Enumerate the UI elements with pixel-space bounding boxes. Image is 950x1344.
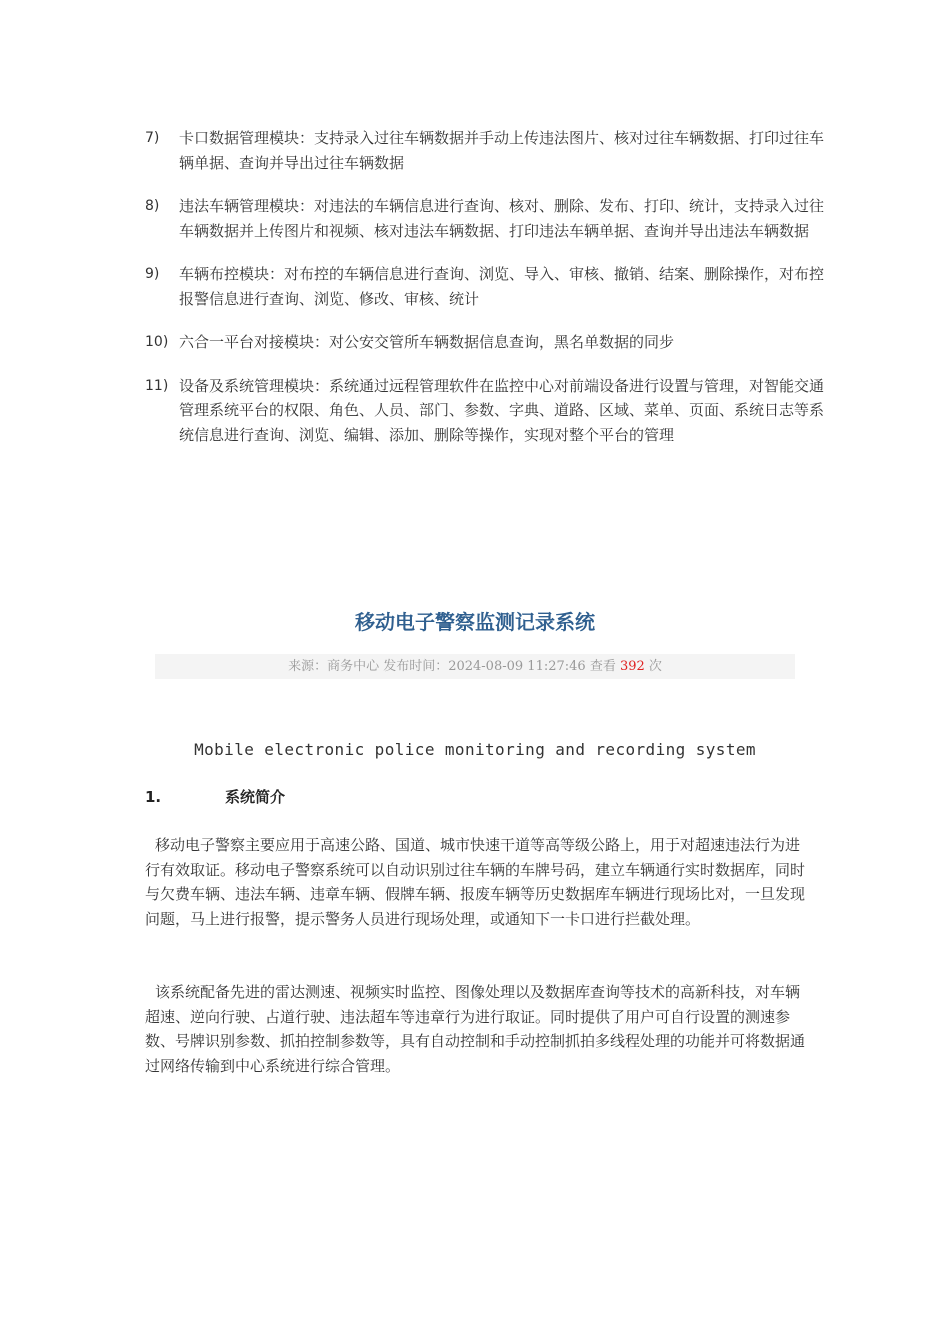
article-title: 移动电子警察监测记录系统: [355, 610, 595, 634]
module-list: [145, 126, 825, 466]
list-item-text: 违法车辆管理模块：对违法的车辆信息进行查询、核对、删除、发布、打印、统计，支持录入过往车辆数据并上传图片和视频、核对违法车辆数据、打印违法车辆单据、查询并导出违法车辆数据: [179, 197, 825, 240]
english-title: Mobile electronic police monitoring and recording system: [194, 740, 756, 759]
list-item-text: 六合一平台对接模块：对公安交管所车辆数据信息查询，黑名单数据的同步: [179, 333, 675, 351]
list-item: [145, 374, 825, 448]
list-item: [145, 194, 825, 243]
section-heading: [145, 786, 285, 807]
paragraph-features: 该系统配备先进的雷达测速、视频实时监控、图像处理以及数据库查询等技术的高新科技，对车辆超速、逆向行驶、占道行驶、违法超车等违章行为进行取证。同时提供了用户可自行设置的测速参数、号牌识别参数、抓拍控制参数等，具有自动控制和手动控制抓拍多线程处理的功能并可将数据通过网络传输到中心系统进行综合管理。: [145, 983, 806, 1075]
list-item: [145, 126, 825, 175]
paragraph-intro: 移动电子警察主要应用于高速公路、国道、城市快速干道等高等级公路上，用于对超速违法行为进行有效取证。移动电子警察系统可以自动识别过往车辆的车牌号码，建立车辆通行实时数据库，同时与欠费车辆、违法车辆、违章车辆、假牌车辆、报废车辆等历史数据库车辆进行现场比对，一旦发现问题，马上进行报警，提示警务人员进行现场处理，或通知下一卡口进行拦截处理。: [145, 836, 806, 928]
view-count: 392: [619, 659, 645, 674]
meta-source-date: 来源：商务中心 发布时间：2024-08-09 11:27:46 查看: [288, 659, 620, 674]
section-number: 1.: [145, 788, 162, 806]
list-item: [145, 262, 825, 311]
list-item-number: 9): [145, 266, 160, 282]
list-item-number: 8): [145, 198, 160, 214]
list-item: [145, 330, 825, 355]
article-meta-bar: [155, 654, 795, 679]
list-item-text: 卡口数据管理模块：支持录入过往车辆数据并手动上传违法图片、核对过往车辆数据、打印过往车辆单据、查询并导出过往车辆数据: [179, 129, 825, 172]
list-item-number: 11): [145, 377, 169, 394]
list-item-text: 设备及系统管理模块：系统通过远程管理软件在监控中心对前端设备进行设置与管理，对智能交通管理系统平台的权限、角色、人员、部门、参数、字典、道路、区域、菜单、页面、系统日志等系统信息进行查询、浏览、编辑、添加、删除等操作，实现对整个平台的管理: [179, 376, 825, 444]
section-title: 系统简介: [225, 788, 286, 806]
list-item-text: 车辆布控模块：对布控的车辆信息进行查询、浏览、导入、审核、撤销、结案、删除操作，对布控报警信息进行查询、浏览、修改、审核、统计: [179, 265, 825, 308]
meta-views-unit: 次: [644, 659, 662, 674]
list-item-number: 10): [145, 334, 169, 350]
list-item-number: 7): [145, 130, 160, 146]
